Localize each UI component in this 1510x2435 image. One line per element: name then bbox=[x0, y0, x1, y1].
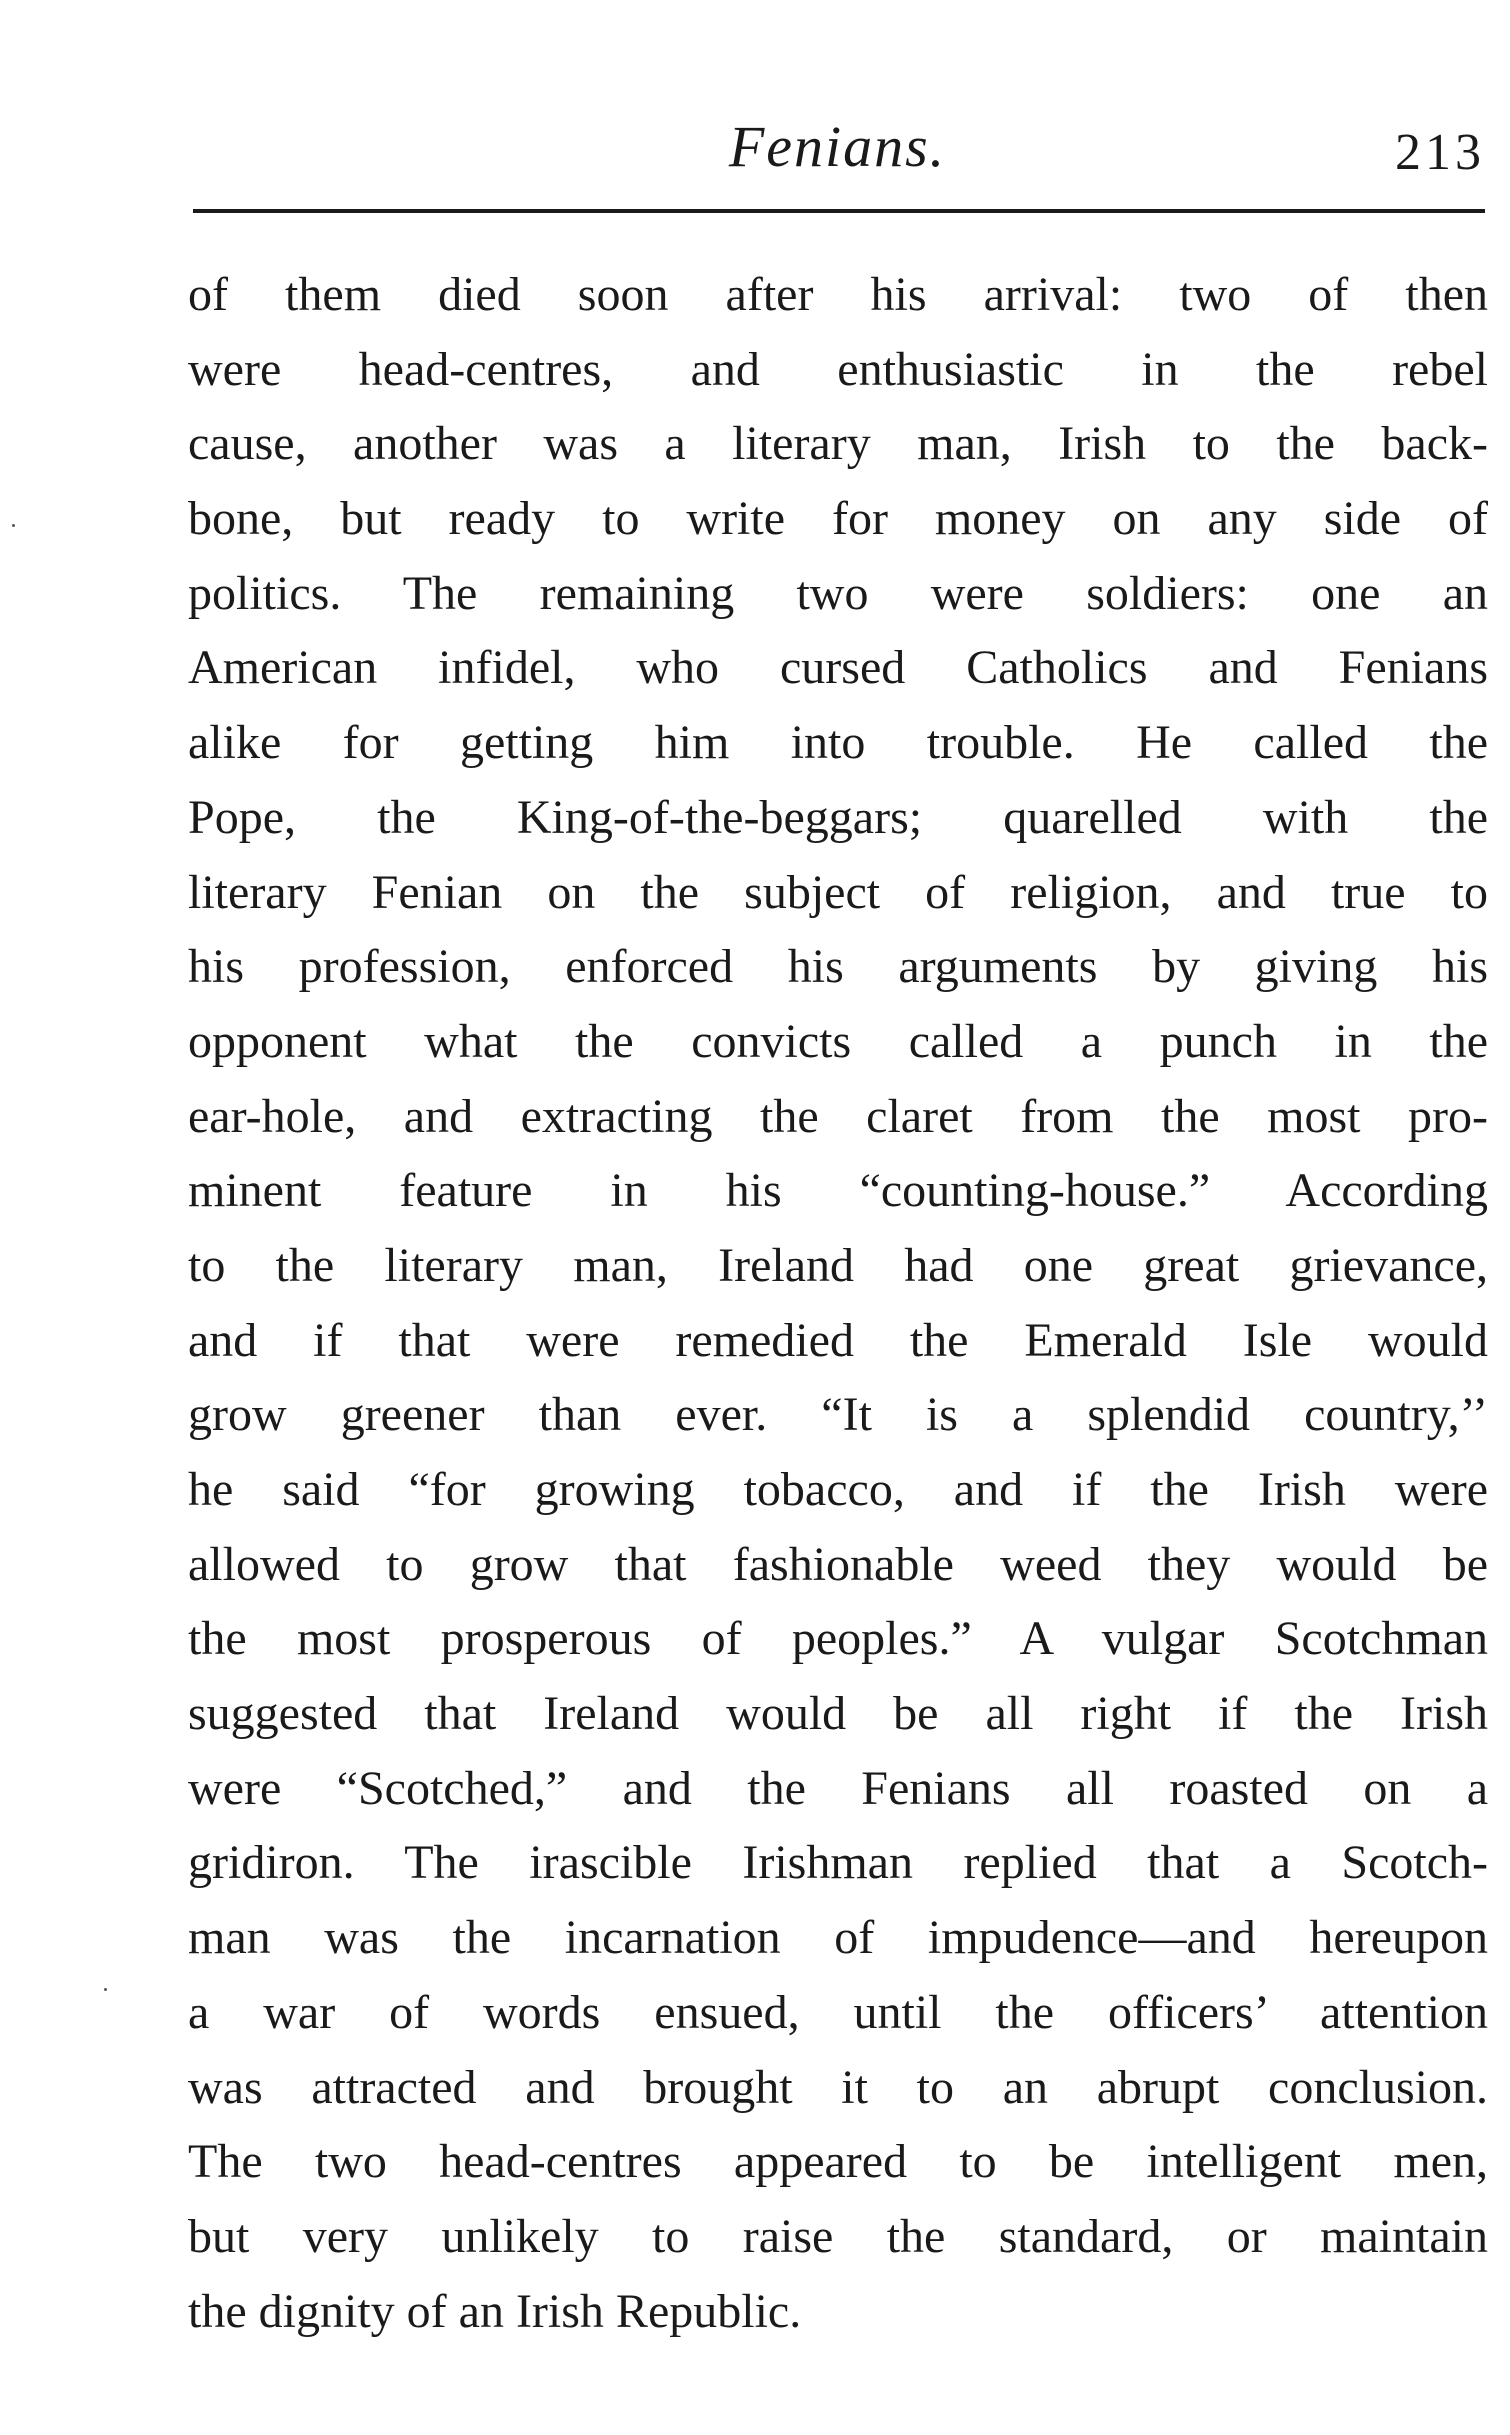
text-line: the most prosperous of peoples.” A vulgar Scotchman bbox=[188, 1612, 1488, 1666]
text-line: the dignity of an Irish Republic. bbox=[188, 2284, 802, 2338]
running-title: Fenians. bbox=[728, 114, 947, 179]
text-line: minent feature in his “counting-house.” According bbox=[188, 1164, 1488, 1218]
margin-speck bbox=[104, 1988, 107, 1991]
text-line: bone, but ready to write for money on any side of bbox=[188, 492, 1488, 546]
margin-speck bbox=[12, 524, 15, 527]
text-line: suggested that Ireland would be all right if the Irish bbox=[188, 1687, 1488, 1741]
text-line: opponent what the convicts called a punch in the bbox=[188, 1014, 1488, 1068]
text-line: The two head-centres appeared to be intelligent men, bbox=[188, 2135, 1488, 2189]
text-line: and if that were remedied the Emerald Isle would bbox=[188, 1313, 1488, 1367]
text-line: his profession, enforced his arguments by giving his bbox=[188, 940, 1488, 994]
text-line: he said “for growing tobacco, and if the Irish were bbox=[188, 1463, 1488, 1516]
text-line: Pope, the King-of-the-beggars; quarelled with the bbox=[188, 790, 1488, 844]
running-head bbox=[190, 112, 1485, 192]
text-line: a war of words ensued, until the officers’ attention bbox=[188, 1985, 1488, 2039]
text-line: allowed to grow that fashionable weed they would be bbox=[188, 1537, 1488, 1591]
text-line: man was the incarnation of impudence—and hereupon bbox=[188, 1911, 1488, 1965]
text-line: cause, another was a literary man, Irish to the back- bbox=[188, 417, 1488, 471]
page-number: 213 bbox=[1395, 124, 1485, 181]
text-line: were “Scotched,” and the Fenians all roasted on a bbox=[188, 1761, 1488, 1815]
text-line: literary Fenian on the subject of religion, and true to bbox=[188, 865, 1488, 919]
text-line: of them died soon after his arrival: two of then bbox=[188, 268, 1488, 321]
text-line: to the literary man, Ireland had one great grievance, bbox=[188, 1238, 1488, 1292]
body-text bbox=[188, 258, 1488, 2349]
text-line: were head-centres, and enthusiastic in the rebel bbox=[188, 342, 1488, 396]
text-line: but very unlikely to raise the standard, or maintain bbox=[188, 2209, 1488, 2263]
text-line: American infidel, who cursed Catholics and Fenians bbox=[188, 641, 1488, 695]
text-line: gridiron. The irascible Irishman replied that a Scotch- bbox=[188, 1836, 1488, 1890]
text-line: ear-hole, and extracting the claret from the most pro- bbox=[188, 1089, 1488, 1143]
text-line: was attracted and brought it to an abrupt conclusion. bbox=[188, 2060, 1488, 2114]
header-rule bbox=[193, 209, 1485, 213]
text-line: politics. The remaining two were soldiers: one an bbox=[188, 566, 1488, 620]
text-line: alike for getting him into trouble. He called the bbox=[188, 716, 1488, 770]
text-line: grow greener than ever. “It is a splendid country,’’ bbox=[188, 1388, 1488, 1442]
